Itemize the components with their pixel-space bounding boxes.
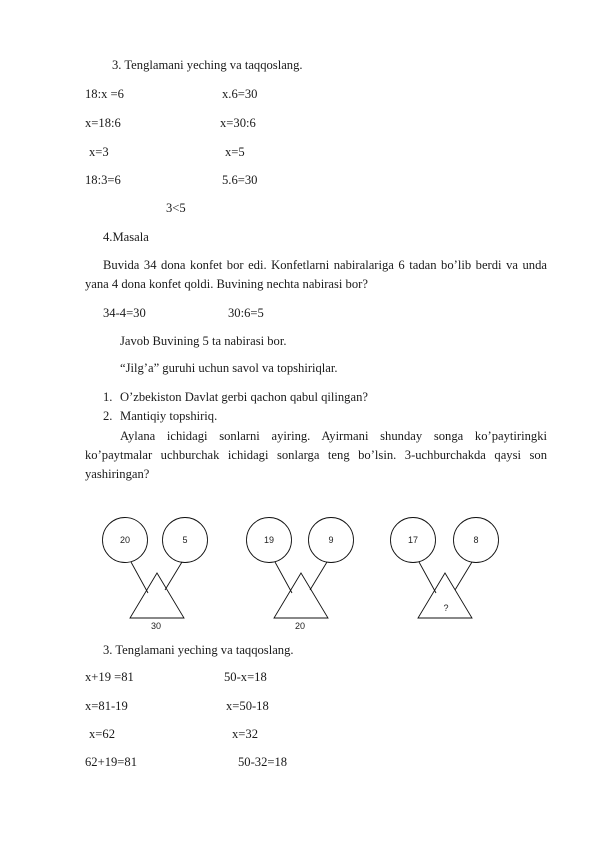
eq3-left: x=3 <box>89 145 109 159</box>
comparison: 3<5 <box>166 201 186 215</box>
question-1-number: 1. <box>103 390 113 404</box>
eq8-left: 62+19=81 <box>85 755 137 769</box>
figure-2-line-left <box>275 562 292 593</box>
figure-1-triangle <box>130 573 184 618</box>
figure-2-value-b: 9 <box>328 535 334 545</box>
figure-1-line-right <box>165 562 182 590</box>
figure-2-triangle <box>274 573 328 618</box>
figure-3-line-right <box>455 562 472 590</box>
eq5-right: 50-x=18 <box>224 670 267 684</box>
figure-1-triangle-value: 30 <box>150 621 162 631</box>
group-task: “Jilg’a” guruhi uchun savol va topshiriqlar. <box>120 361 338 375</box>
section1-heading: 3. Tenglamani yeching va taqqoslang. <box>112 58 303 72</box>
eq6-right: x=50-18 <box>226 699 269 713</box>
eq7-left: x=62 <box>89 727 115 741</box>
question-1-text: O’zbekiston Davlat gerbi qachon qabul qilingan? <box>120 390 368 404</box>
answer: Javob Buvining 5 ta nabirasi bor. <box>120 334 287 348</box>
figure-3-value-a: 17 <box>407 535 419 545</box>
eq1-left: 18:x =6 <box>85 87 124 101</box>
eq4-left: 18:3=6 <box>85 173 121 187</box>
figure-2 <box>247 518 354 619</box>
question-2-text: Mantiqiy topshiriq. <box>120 409 218 423</box>
question-2-number: 2. <box>103 409 113 423</box>
section2-heading: 3. Tenglamani yeching va taqqoslang. <box>103 643 294 657</box>
figure-1-value-a: 20 <box>119 535 131 545</box>
figure-1-line-left <box>131 562 148 593</box>
figure-3-value-b: 8 <box>473 535 479 545</box>
eq5-left: x+19 =81 <box>85 670 134 684</box>
figure-2-line-right <box>310 562 327 590</box>
calc-left: 34-4=30 <box>103 306 146 320</box>
eq8-right: 50-32=18 <box>238 755 288 769</box>
figure-1-value-b: 5 <box>182 535 188 545</box>
figure-1 <box>103 518 208 619</box>
eq2-left: x=18:6 <box>85 116 121 130</box>
eq6-left: x=81-19 <box>85 699 128 713</box>
logic-task-text: Aylana ichidagi sonlarni ayiring. Ayirmani shunday songa ko’paytiringki ko’paytmalar uchburchak ichidagi sonlarga teng bo’lsin. 3-uchburchakda qaysi son yashiringan? <box>85 429 547 481</box>
eq1-right: x.6=30 <box>222 87 258 101</box>
eq4-right: 5.6=30 <box>222 173 258 187</box>
eq2-right: x=30:6 <box>220 116 256 130</box>
figure-3-line-left <box>419 562 436 593</box>
figure-3-triangle-value: ? <box>443 603 449 613</box>
problem-title: 4.Masala <box>103 230 149 244</box>
figure-2-value-a: 19 <box>263 535 275 545</box>
figure-2-triangle-value: 20 <box>294 621 306 631</box>
calc-right: 30:6=5 <box>228 306 264 320</box>
eq7-right: x=32 <box>232 727 258 741</box>
eq3-right: x=5 <box>225 145 245 159</box>
problem-text: Buvida 34 dona konfet bor edi. Konfetlarni nabiralariga 6 tadan bo’lib berdi va unda yana 4 dona konfet qoldi. Buvining nechta nabirasi bor? <box>85 258 547 291</box>
